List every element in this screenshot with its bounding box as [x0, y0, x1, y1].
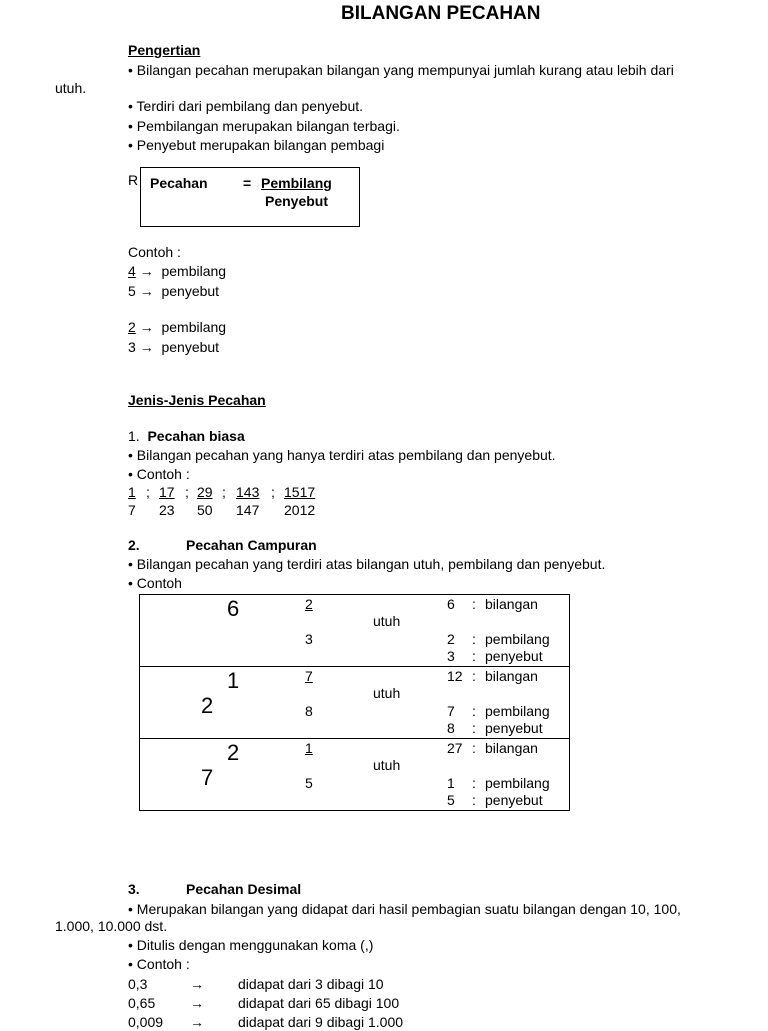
contoh-ex1-den-text: penyebut	[161, 283, 220, 299]
arrow-icon: →	[139, 283, 154, 299]
table-cell	[140, 595, 570, 667]
row-content	[140, 595, 569, 666]
fraction-denominator: 23	[159, 502, 175, 518]
info-value: 8	[447, 720, 455, 736]
desimal-desc-cont: 1.000, 10.000 dst.	[55, 918, 168, 934]
info-label: pembilang	[485, 775, 550, 791]
info-colon: :	[472, 648, 476, 664]
contoh-label: Contoh :	[128, 244, 181, 260]
utuh-label: utuh	[373, 757, 401, 773]
campuran-table	[139, 594, 570, 811]
formula-left: Pecahan	[150, 175, 208, 191]
table-row	[140, 667, 570, 739]
fraction-denominator: 7	[128, 502, 136, 518]
mixed-denominator: 8	[305, 703, 313, 719]
info-label: bilangan	[485, 668, 538, 684]
formula-prefix: R	[128, 172, 139, 188]
arrow-icon: →	[139, 339, 154, 355]
fraction-separator: ;	[271, 484, 275, 500]
arrow-icon: →	[190, 1014, 204, 1030]
info-label: penyebut	[485, 792, 543, 808]
decimal-value: 0,3	[128, 976, 148, 992]
pengertian-bullet-1-cont: utuh.	[55, 80, 87, 96]
contoh-ex2-num-text: pembilang	[161, 319, 227, 335]
desimal-desc2: • Ditulis dengan menggunakan koma (,)	[128, 937, 374, 953]
mixed-numerator: 7	[305, 668, 313, 684]
mixed-denominator: 3	[305, 631, 313, 647]
pengertian-bullet-1: • Bilangan pecahan merupakan bilangan yang mempunyai jumlah kurang atau lebih dari	[128, 62, 674, 78]
arrow-icon: →	[139, 319, 154, 335]
biasa-title: Pecahan biasa	[147, 428, 245, 444]
fraction-separator: ;	[222, 484, 226, 500]
campuran-number: 2.	[128, 537, 140, 553]
whole-bottom: 7	[201, 765, 214, 790]
contoh-ex2-den-text: penyebut	[161, 339, 220, 355]
desimal-contoh: • Contoh :	[128, 956, 190, 972]
fraction-denominator: 50	[197, 502, 213, 518]
biasa-heading	[128, 428, 245, 445]
contoh-ex1-den-line	[128, 283, 219, 300]
table-cell	[140, 667, 570, 739]
info-label: bilangan	[485, 740, 538, 756]
formula-numerator: Pembilang	[261, 175, 332, 191]
desimal-desc: • Merupakan bilangan yang didapat dari hasil pembagian suatu bilangan dengan 10, 100,	[128, 901, 681, 917]
info-value: 27	[447, 740, 463, 756]
info-value: 5	[447, 792, 455, 808]
info-colon: :	[472, 720, 476, 736]
pengertian-bullet-3: • Pembilangan merupakan bilangan terbagi.	[128, 118, 400, 134]
row-content	[140, 667, 569, 738]
utuh-label: utuh	[373, 685, 401, 701]
contoh-ex2-den: 3	[128, 339, 136, 355]
info-colon: :	[472, 740, 476, 756]
info-colon: :	[472, 668, 476, 684]
info-colon: :	[472, 631, 476, 647]
info-value: 3	[447, 648, 455, 664]
desimal-number: 3.	[128, 881, 140, 897]
whole-top: 6	[227, 596, 240, 621]
contoh-ex2-num: 2	[128, 319, 136, 335]
info-label: penyebut	[485, 720, 543, 736]
whole-top: 1	[227, 668, 240, 693]
table-row	[140, 739, 570, 811]
contoh-ex1-num-line	[128, 263, 226, 280]
row-content	[140, 739, 569, 810]
contoh-ex2-num-line	[128, 319, 226, 336]
fraction-numerator: 29	[197, 484, 213, 500]
decimal-value: 0,009	[128, 1014, 164, 1030]
arrow-icon: →	[190, 976, 204, 992]
decimal-explanation: didapat dari 3 dibagi 10	[238, 976, 384, 992]
info-value: 7	[447, 703, 455, 719]
info-label: penyebut	[485, 648, 543, 664]
pengertian-bullet-4: • Penyebut merupakan bilangan pembagi	[128, 137, 385, 153]
jenis-heading: Jenis-Jenis Pecahan	[128, 392, 266, 408]
fraction-numerator: 1	[128, 484, 136, 500]
fraction-numerator: 17	[159, 484, 175, 500]
info-label: pembilang	[485, 631, 550, 647]
info-value: 1	[447, 775, 455, 791]
pengertian-bullet-2: • Terdiri dari pembilang dan penyebut.	[128, 98, 364, 114]
biasa-desc: • Bilangan pecahan yang hanya terdiri atas pembilang dan penyebut.	[128, 447, 556, 463]
fraction-denominator: 2012	[284, 502, 316, 518]
utuh-label: utuh	[373, 613, 401, 629]
info-label: pembilang	[485, 703, 550, 719]
fraction-separator: ;	[146, 484, 150, 500]
formula-denominator: Penyebut	[265, 193, 329, 209]
page-title: BILANGAN PECAHAN	[341, 3, 541, 24]
formula-box	[140, 167, 360, 227]
arrow-icon: →	[190, 995, 204, 1011]
fraction-separator: ;	[185, 484, 189, 500]
contoh-ex1-den: 5	[128, 283, 136, 299]
mixed-numerator: 1	[305, 740, 313, 756]
decimal-explanation: didapat dari 9 dibagi 1.000	[238, 1014, 404, 1030]
info-colon: :	[472, 792, 476, 808]
info-colon: :	[472, 596, 476, 612]
arrow-icon: →	[139, 263, 154, 279]
biasa-number: 1.	[128, 428, 140, 444]
whole-bottom: 2	[201, 693, 214, 718]
mixed-denominator: 5	[305, 775, 313, 791]
decimal-explanation: didapat dari 65 dibagi 100	[238, 995, 400, 1011]
fraction-numerator: 1517	[284, 484, 316, 500]
pengertian-heading: Pengertian	[128, 42, 201, 58]
table-cell	[140, 739, 570, 811]
info-value: 12	[447, 668, 463, 684]
info-colon: :	[472, 703, 476, 719]
contoh-ex2-den-line	[128, 339, 219, 356]
fraction-denominator: 147	[236, 502, 260, 518]
campuran-contoh: • Contoh	[128, 575, 182, 591]
table-row	[140, 595, 570, 667]
formula-equals: =	[243, 175, 252, 191]
campuran-title: Pecahan Campuran	[186, 537, 317, 553]
whole-top: 2	[227, 740, 240, 765]
info-value: 6	[447, 596, 455, 612]
info-colon: :	[472, 775, 476, 791]
campuran-desc: • Bilangan pecahan yang terdiri atas bilangan utuh, pembilang dan penyebut.	[128, 556, 606, 572]
desimal-title: Pecahan Desimal	[186, 881, 302, 897]
fraction-numerator: 143	[236, 484, 260, 500]
info-label: bilangan	[485, 596, 538, 612]
biasa-contoh: • Contoh :	[128, 466, 190, 482]
contoh-ex1-num: 4	[128, 263, 136, 279]
decimal-value: 0,65	[128, 995, 156, 1011]
info-value: 2	[447, 631, 455, 647]
contoh-ex1-num-text: pembilang	[161, 263, 227, 279]
mixed-numerator: 2	[305, 596, 313, 612]
